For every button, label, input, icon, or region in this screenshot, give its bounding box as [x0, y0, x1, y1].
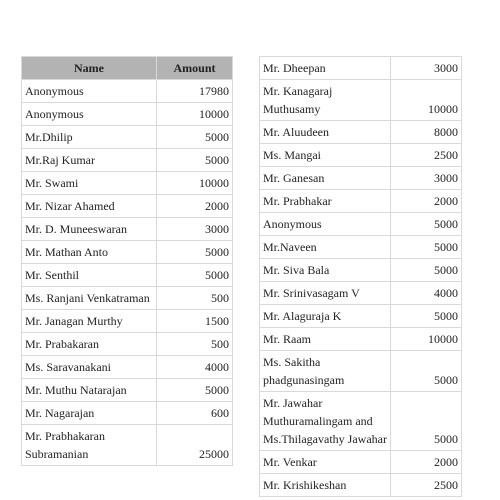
donation-amount-cell: 10000 — [157, 172, 233, 195]
table-row — [260, 80, 462, 121]
table-row — [260, 259, 462, 282]
donation-amount-cell: 500 — [157, 333, 233, 356]
table-row — [260, 392, 462, 451]
donation-amount-cell: 3000 — [391, 167, 462, 190]
donation-amount-cell: 5000 — [391, 213, 462, 236]
table-row — [22, 103, 233, 126]
donation-amount-cell: 5000 — [157, 241, 233, 264]
donor-name-cell: Mr. Mathan Anto — [22, 241, 157, 264]
donor-name-cell: Ms. Sakitha phadgunasingam — [260, 351, 391, 392]
table-row — [260, 305, 462, 328]
donor-name-cell: Mr. Krishikeshan — [260, 474, 391, 497]
donor-name-cell: Mr. Janagan Murthy — [22, 310, 157, 333]
donor-name-cell: Mr. Senthil — [22, 264, 157, 287]
table-row — [260, 57, 462, 80]
table-row — [22, 241, 233, 264]
table-row — [22, 126, 233, 149]
table-row — [260, 167, 462, 190]
table-row — [260, 213, 462, 236]
donation-amount-cell: 5000 — [391, 259, 462, 282]
donation-amount-cell: 10000 — [391, 328, 462, 351]
donation-amount-cell: 4000 — [157, 356, 233, 379]
table-row — [260, 282, 462, 305]
donor-name-cell: Mr. Venkar — [260, 451, 391, 474]
table-row — [22, 195, 233, 218]
table-row — [260, 144, 462, 167]
donation-amount-cell: 500 — [157, 287, 233, 310]
donor-name-cell: Ms. Mangai — [260, 144, 391, 167]
table-row — [22, 172, 233, 195]
donor-name-cell: Mr.Dhilip — [22, 126, 157, 149]
donor-name-cell: Mr. Prabhakar — [260, 190, 391, 213]
donation-amount-cell: 25000 — [157, 425, 233, 466]
table-row — [260, 351, 462, 392]
donor-name-cell: Mr. Ganesan — [260, 167, 391, 190]
donor-name-cell: Mr. Alaguraja K — [260, 305, 391, 328]
donor-name-cell: Mr. Muthu Natarajan — [22, 379, 157, 402]
donation-amount-cell: 3000 — [157, 218, 233, 241]
donation-amount-cell: 2000 — [157, 195, 233, 218]
table-row — [22, 149, 233, 172]
donor-name-cell: Mr. D. Muneeswaran — [22, 218, 157, 241]
donation-amount-cell: 10000 — [157, 103, 233, 126]
donor-name-cell: Mr.Raj Kumar — [22, 149, 157, 172]
donation-amount-cell: 1500 — [157, 310, 233, 333]
donor-name-cell: Anonymous — [22, 80, 157, 103]
donation-amount-cell: 8000 — [391, 121, 462, 144]
donation-amount-cell: 5000 — [391, 236, 462, 259]
table-row — [260, 236, 462, 259]
donor-name-cell: Mr. Nizar Ahamed — [22, 195, 157, 218]
column-header-name: Name — [22, 57, 157, 80]
donation-amount-cell: 4000 — [391, 282, 462, 305]
donation-amount-cell: 5000 — [157, 264, 233, 287]
table-row — [22, 333, 233, 356]
donor-name-cell: Mr. Siva Bala — [260, 259, 391, 282]
donor-name-cell: Mr. Raam — [260, 328, 391, 351]
table-row — [22, 264, 233, 287]
donation-amount-cell: 2500 — [391, 474, 462, 497]
donor-name-cell: Mr. Nagarajan — [22, 402, 157, 425]
table-row — [260, 121, 462, 144]
table-row — [260, 190, 462, 213]
donor-name-cell: Ms. Ranjani Venkatraman — [22, 287, 157, 310]
table-row — [22, 310, 233, 333]
donor-name-cell: Ms. Saravanakani — [22, 356, 157, 379]
donor-name-cell: Mr. Swami — [22, 172, 157, 195]
donations-table-left — [21, 56, 233, 466]
donation-amount-cell: 2000 — [391, 190, 462, 213]
donor-name-cell: Mr. Aluudeen — [260, 121, 391, 144]
table-row — [260, 328, 462, 351]
donation-amount-cell: 2000 — [391, 451, 462, 474]
donation-amount-cell: 2500 — [391, 144, 462, 167]
donor-name-cell: Mr. Dheepan — [260, 57, 391, 80]
donor-name-cell: Mr. Prabhakaran Subramanian — [22, 425, 157, 466]
donor-name-cell: Mr. Jawahar Muthuramalingam and Ms.Thilagavathy Jawahar — [260, 392, 391, 451]
table-row — [22, 218, 233, 241]
table-row — [22, 402, 233, 425]
donor-name-cell: Mr. Prabakaran — [22, 333, 157, 356]
table-row — [22, 425, 233, 466]
donor-name-cell: Mr. Srinivasagam V — [260, 282, 391, 305]
donor-name-cell: Anonymous — [260, 213, 391, 236]
donation-amount-cell: 10000 — [391, 80, 462, 121]
table-row — [22, 356, 233, 379]
donation-amount-cell: 5000 — [157, 149, 233, 172]
donation-amount-cell: 5000 — [391, 392, 462, 451]
table-row — [260, 451, 462, 474]
donor-name-cell: Mr. Kanagaraj Muthusamy — [260, 80, 391, 121]
donation-amount-cell: 17980 — [157, 80, 233, 103]
table-row — [22, 379, 233, 402]
table-row — [22, 80, 233, 103]
table-row — [260, 474, 462, 497]
column-header-amount: Amount — [157, 57, 233, 80]
donor-name-cell: Anonymous — [22, 103, 157, 126]
donation-amount-cell: 5000 — [157, 126, 233, 149]
donation-amount-cell: 5000 — [157, 379, 233, 402]
donations-table-right — [259, 56, 462, 497]
donation-amount-cell: 3000 — [391, 57, 462, 80]
donation-amount-cell: 600 — [157, 402, 233, 425]
donor-name-cell: Mr.Naveen — [260, 236, 391, 259]
donation-amount-cell: 5000 — [391, 351, 462, 392]
donation-amount-cell: 5000 — [391, 305, 462, 328]
header-row — [22, 57, 233, 80]
table-row — [22, 287, 233, 310]
